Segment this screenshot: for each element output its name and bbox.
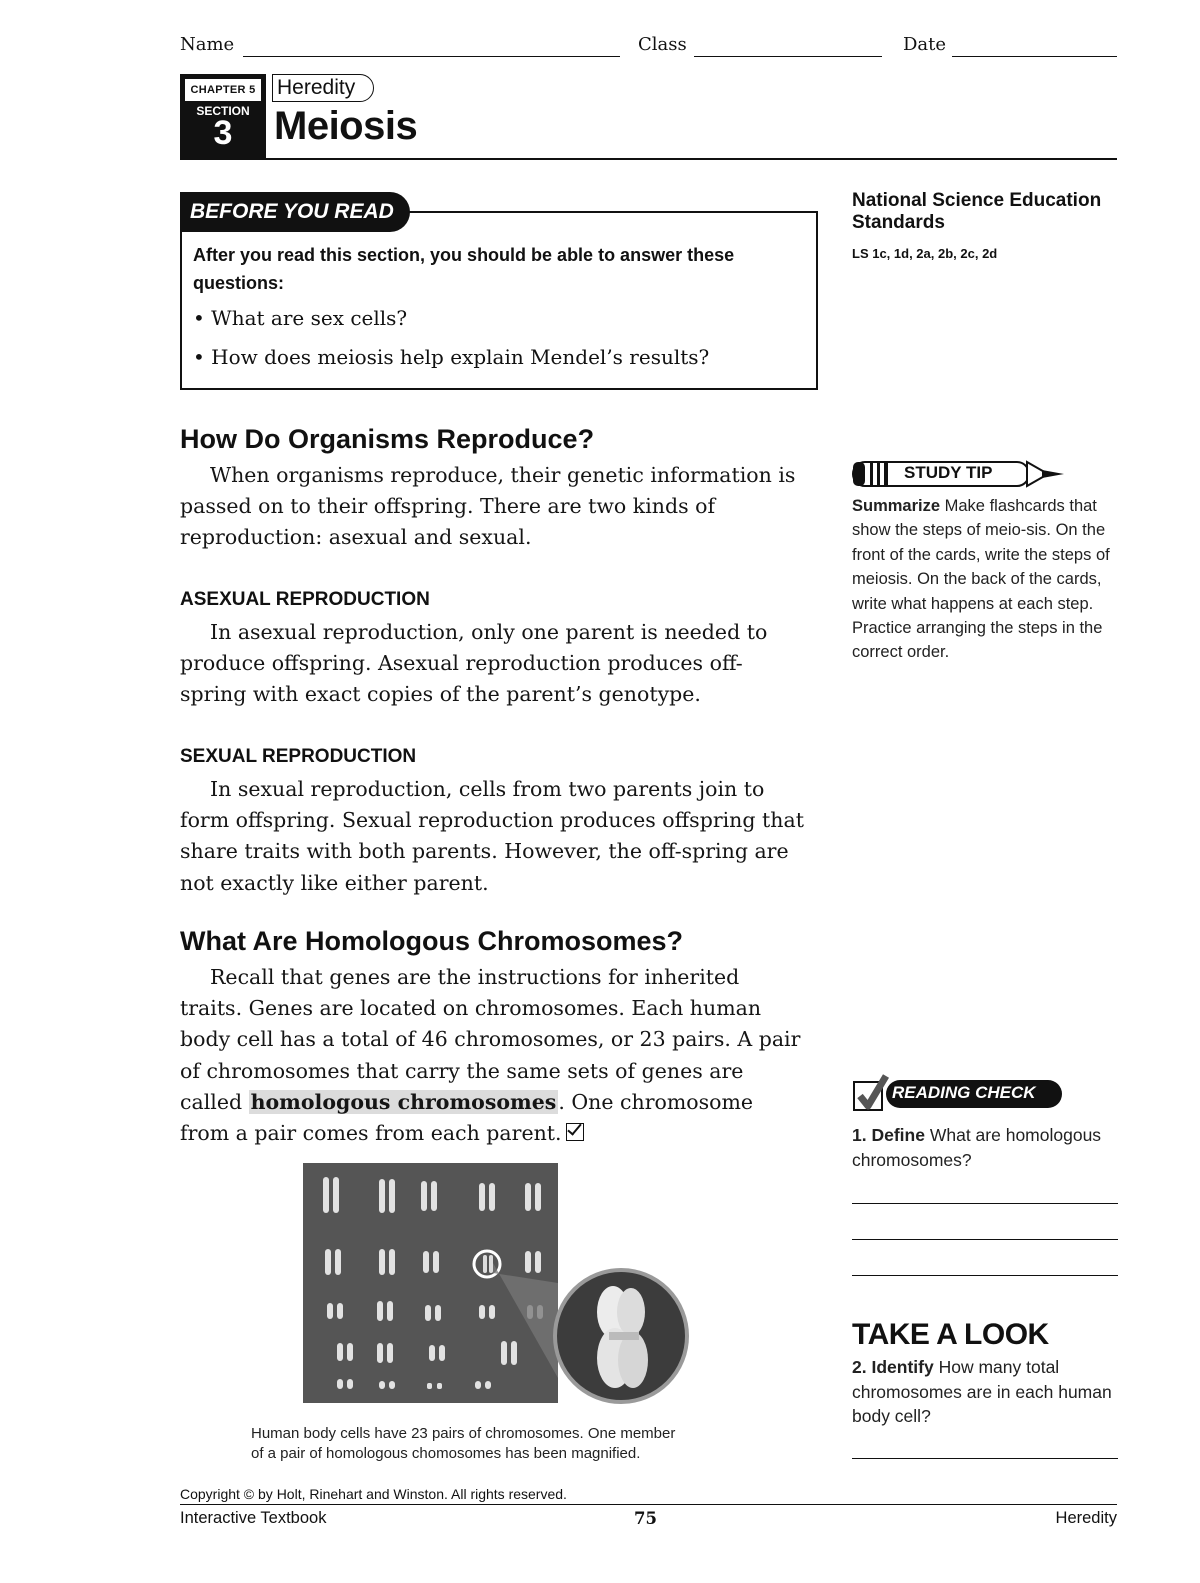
reading-check-question: 1. Define What are homologous chromosomes? [852, 1125, 1102, 1170]
name-label: Name [180, 34, 235, 55]
chromosome-pairs [303, 1163, 558, 1403]
standards-title: National Science Education Standards [852, 190, 1102, 233]
bullet-icon: • [193, 345, 212, 369]
footer-chapter: Heredity [1055, 1509, 1117, 1527]
title-rule [180, 158, 1117, 160]
name-field[interactable] [243, 56, 620, 57]
magnified-chromosome [553, 1268, 689, 1404]
copyright: Copyright © by Holt, Rinehart and Winston. All rights reserved. [180, 1486, 567, 1502]
heading-reproduce: How Do Organisms Reproduce? [180, 424, 595, 454]
paragraph-sexual: In sexual reproduction, cells from two parents join to form offspring. Sexual reproduction produces offspring that share traits with both parents. However, the off-spring are not exactly like either parent. [180, 777, 804, 895]
reading-check-label: READING CHECK [892, 1083, 1036, 1102]
study-tip-label: STUDY TIP [904, 463, 993, 482]
paragraph-asexual: In asexual reproduction, only one parent is needed to produce offspring. Asexual reproduction produces off-spring with exact copies of the parent’s genotype. [180, 620, 768, 707]
question-item: • How does meiosis help explain Mendel’s results? [193, 345, 710, 369]
reading-check-checkbox-icon [566, 1123, 584, 1141]
class-label: Class [638, 34, 687, 55]
reading-check-badge [852, 1074, 1064, 1116]
question-item: • What are sex cells? [193, 306, 408, 330]
date-field[interactable] [952, 56, 1117, 57]
chromosome-icon [557, 1272, 685, 1400]
paragraph-reproduce: When organisms reproduce, their genetic information is passed on to their offspring. There are two kinds of reproduction: asexual and sexual. [180, 463, 796, 550]
chapter-name: Heredity [272, 74, 374, 102]
date-label: Date [903, 34, 947, 55]
study-tip-text: Summarize Make flashcards that show the steps of meio-sis. On the front of the cards, write the steps of meiosis. On the back of the cards, write what happens at each step. Practice arranging the steps in the correct order. [852, 497, 1110, 662]
take-a-look-title: TAKE A LOOK [852, 1318, 1049, 1351]
before-you-read-intro: After you read this section, you should be able to answer these questions: [193, 245, 735, 293]
heading-asexual: ASEXUAL REPRODUCTION [180, 589, 430, 610]
heading-homologous: What Are Homologous Chromosomes? [180, 926, 684, 956]
heading-sexual: SEXUAL REPRODUCTION [180, 746, 417, 767]
section-label: SECTION [196, 104, 250, 118]
standards-codes: LS 1c, 1d, 2a, 2b, 2c, 2d [852, 246, 998, 261]
bullet-icon: • [193, 306, 212, 330]
karyotype-image [303, 1163, 558, 1403]
answer-line[interactable] [852, 1275, 1118, 1276]
page-title: Meiosis [274, 104, 418, 148]
page-number: 75 [634, 1509, 657, 1528]
vocabulary-term: homologous chromosomes [250, 1089, 557, 1114]
footer-book-title: Interactive Textbook [180, 1509, 327, 1527]
class-field[interactable] [694, 56, 882, 57]
section-number: 3 [213, 114, 233, 152]
before-you-read-tab: BEFORE YOU READ [180, 192, 410, 232]
answer-line[interactable] [852, 1239, 1118, 1240]
figure-caption: Human body cells have 23 pairs of chromosomes. One member of a pair of homologous chomosomes has been magnified. [251, 1425, 676, 1462]
footer-rule [180, 1504, 1117, 1505]
paragraph-homologous: Recall that genes are the instructions for inherited traits. Genes are located on chromosomes. Each human body cell has a total of 46 chromosomes, or 23 pairs. A pair of chromosomes that carry the same sets of genes are called homologous chromosomes. One chromosome from a pair comes from each parent. [180, 965, 801, 1146]
answer-line[interactable] [852, 1203, 1118, 1204]
chapter-label: CHAPTER 5 [184, 78, 262, 102]
take-a-look-question: 2. Identify How many total chromosomes are in each human body cell? [852, 1357, 1112, 1426]
study-tip-badge [852, 460, 1067, 492]
answer-line[interactable] [852, 1458, 1118, 1459]
